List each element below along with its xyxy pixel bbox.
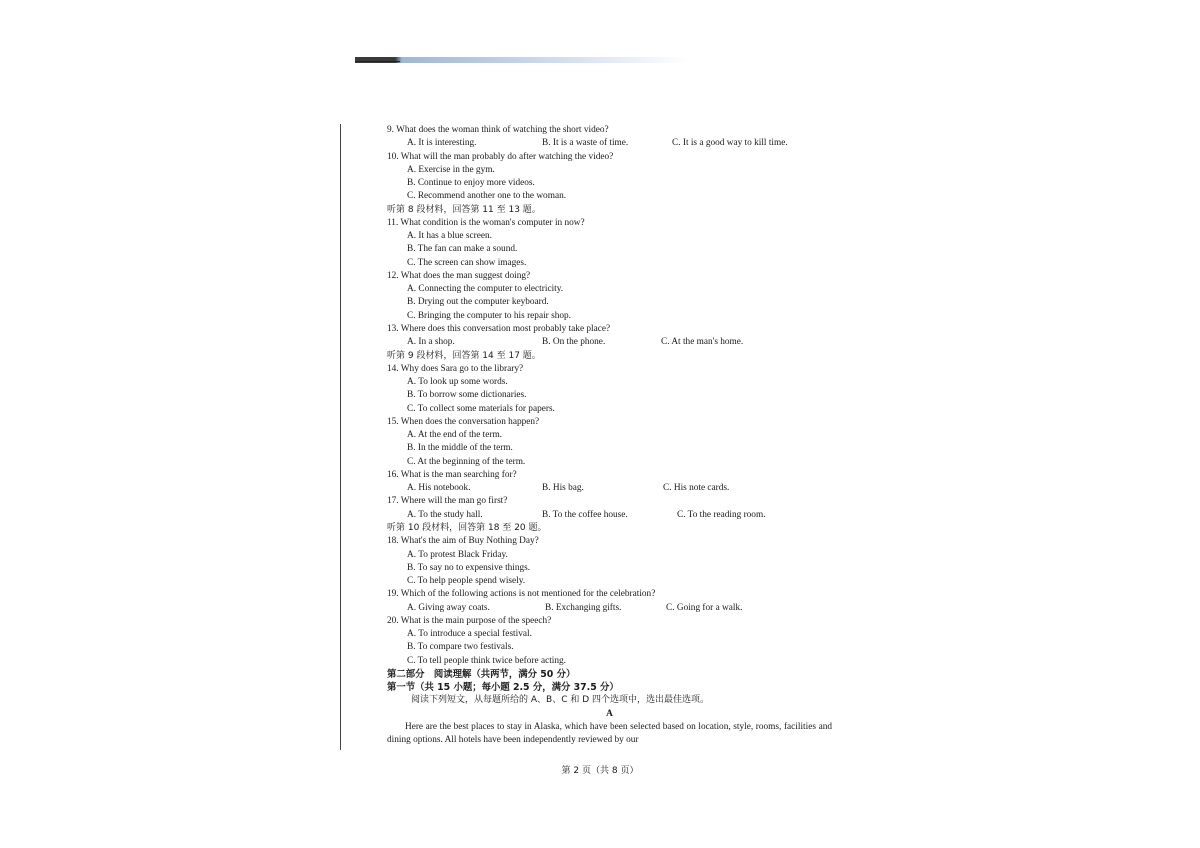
question-12-stem: 12. What does the man suggest doing? bbox=[387, 270, 531, 281]
q11-option-c: C. The screen can show images. bbox=[407, 257, 527, 268]
q15-option-c: C. At the beginning of the term. bbox=[407, 456, 526, 467]
q16-option-a: A. His notebook. bbox=[407, 483, 471, 494]
q11-option-b: B. The fan can make a sound. bbox=[407, 244, 518, 255]
q17-option-b: B. To the coffee house. bbox=[542, 509, 628, 520]
q19-option-b: B. Exchanging gifts. bbox=[545, 602, 622, 613]
question-9-options bbox=[387, 137, 832, 150]
q12-option-a: A. Connecting the computer to electricity. bbox=[407, 284, 564, 295]
question-14-stem: 14. Why does Sara go to the library? bbox=[387, 363, 524, 374]
question-17-stem: 17. Where will the man go first? bbox=[387, 496, 508, 507]
section-10-instruction: 听第 10 段材料，回答第 18 至 20 题。 bbox=[387, 522, 547, 533]
q18-option-a: A. To protest Black Friday. bbox=[407, 549, 508, 560]
q15-option-b: B. In the middle of the term. bbox=[407, 443, 513, 454]
reading-instructions: 阅读下列短文，从每题所给的 A、B、C 和 D 四个选项中，选出最佳选项。 bbox=[411, 695, 709, 706]
question-15-stem: 15. When does the conversation happen? bbox=[387, 416, 540, 427]
q18-option-b: B. To say no to expensive things. bbox=[407, 562, 531, 573]
q11-option-a: A. It has a blue screen. bbox=[407, 231, 492, 242]
q17-option-a: A. To the study hall. bbox=[407, 509, 483, 520]
q13-option-b: B. On the phone. bbox=[542, 337, 606, 348]
q9-option-b: B. It is a waste of time. bbox=[542, 138, 629, 149]
section-1-heading: 第一节（共 15 小题；每小题 2.5 分，满分 37.5 分） bbox=[387, 682, 619, 694]
question-19-stem: 19. Which of the following actions is not mentioned for the celebration? bbox=[387, 589, 656, 600]
q16-option-c: C. His note cards. bbox=[663, 483, 730, 494]
q18-option-c: C. To help people spend wisely. bbox=[407, 576, 526, 587]
q17-option-c: C. To the reading room. bbox=[677, 509, 766, 520]
q13-option-a: A. In a shop. bbox=[407, 337, 455, 348]
section-8-instruction: 听第 8 段材料，回答第 11 至 13 题。 bbox=[387, 204, 541, 215]
q20-option-b: B. To compare two festivals. bbox=[407, 642, 514, 653]
q9-option-c: C. It is a good way to kill time. bbox=[672, 138, 788, 149]
q10-option-a: A. Exercise in the gym. bbox=[407, 164, 495, 175]
section-9-instruction: 听第 9 段材料，回答第 14 至 17 题。 bbox=[387, 350, 541, 361]
scan-artifact-bar bbox=[355, 57, 690, 63]
question-13-options bbox=[387, 336, 832, 349]
exam-page-content bbox=[387, 124, 832, 748]
q19-option-a: A. Giving away coats. bbox=[407, 602, 490, 613]
page-footer: 第 2 页（共 8 页） bbox=[561, 766, 639, 776]
q20-option-c: C. To tell people think twice before acting. bbox=[407, 655, 566, 666]
margin-rule bbox=[340, 124, 341, 750]
q9-option-a: A. It is interesting. bbox=[407, 138, 477, 149]
question-10-stem: 10. What will the man probably do after watching the video? bbox=[387, 151, 614, 162]
part-2-heading: 第二部分 阅读理解（共两节，满分 50 分） bbox=[387, 668, 576, 680]
question-9-stem: 9. What does the woman think of watching the short video? bbox=[387, 125, 609, 135]
q12-option-c: C. Bringing the computer to his repair shop. bbox=[407, 310, 571, 321]
q19-option-c: C. Going for a walk. bbox=[666, 602, 743, 613]
question-19-options bbox=[387, 602, 832, 615]
q16-option-b: B. His bag. bbox=[542, 483, 584, 494]
question-18-stem: 18. What's the aim of Buy Nothing Day? bbox=[387, 536, 539, 547]
q20-option-a: A. To introduce a special festival. bbox=[407, 629, 532, 640]
q10-option-b: B. Continue to enjoy more videos. bbox=[407, 178, 535, 189]
question-11-stem: 11. What condition is the woman's computer in now? bbox=[387, 217, 585, 228]
question-20-stem: 20. What is the main purpose of the speech? bbox=[387, 615, 552, 626]
question-17-options bbox=[387, 509, 832, 522]
q14-option-a: A. To look up some words. bbox=[407, 377, 508, 388]
question-13-stem: 13. Where does this conversation most probably take place? bbox=[387, 323, 611, 334]
q14-option-c: C. To collect some materials for papers. bbox=[407, 403, 555, 414]
question-16-stem: 16. What is the man searching for? bbox=[387, 469, 517, 480]
question-16-options bbox=[387, 482, 832, 495]
scan-artifact-line bbox=[355, 61, 400, 62]
q13-option-c: C. At the man's home. bbox=[661, 337, 744, 348]
passage-title: A bbox=[606, 708, 613, 719]
q10-option-c: C. Recommend another one to the woman. bbox=[407, 191, 567, 202]
q14-option-b: B. To borrow some dictionaries. bbox=[407, 390, 527, 401]
q12-option-b: B. Drying out the computer keyboard. bbox=[407, 297, 549, 308]
passage-a-text: Here are the best places to stay in Alaska, which have been selected based on location, style, rooms, facilities and dining options. All hotels have been independently reviewed by our bbox=[387, 721, 832, 746]
q15-option-a: A. At the end of the term. bbox=[407, 430, 503, 441]
